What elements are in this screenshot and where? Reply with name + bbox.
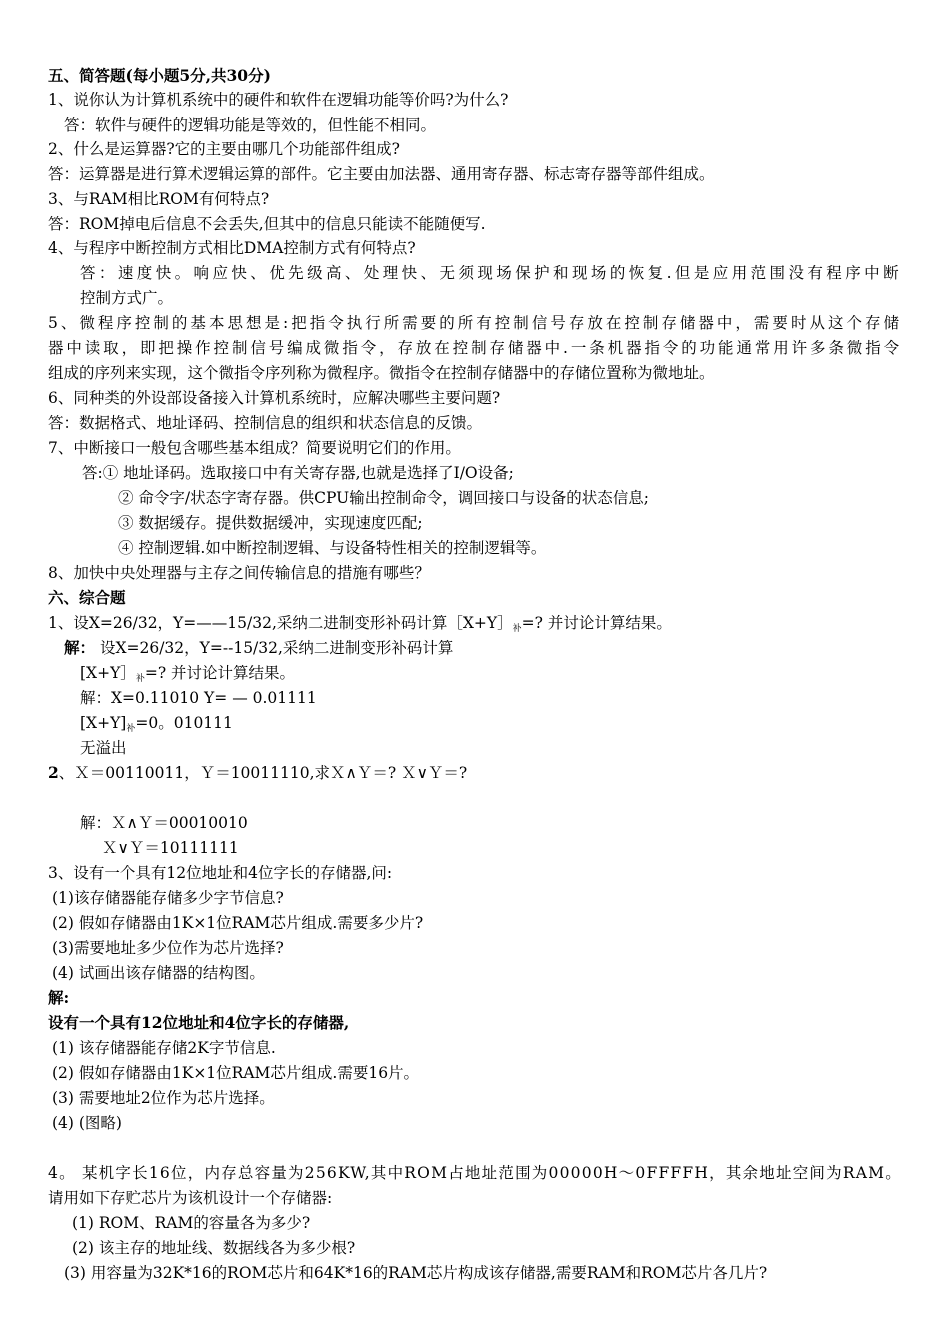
line-text: (2) 假如存储器由1K×1位RAM芯片组成.需要16片。: [52, 1064, 420, 1082]
line-a7-2: [118, 488, 649, 508]
line-s5-heading: [48, 66, 271, 86]
line-text: (4) (图略): [52, 1114, 122, 1132]
line-text: 器中读取，即把操作控制信号编成微指令，存放在控制存储器中.一条机器指令的功能通常用许多条微指令: [48, 339, 902, 357]
line-text: (4) 试画出该存储器的结构图。: [52, 964, 265, 982]
line-a3: [48, 214, 486, 234]
line-text: 无溢出: [80, 739, 127, 757]
line-text: 六、综合题: [48, 588, 126, 607]
line-text-after: =? 并讨论计算结果。: [521, 614, 672, 632]
bold-prefix: 2: [48, 763, 59, 782]
line-text: 4。 某机字长16位，内存总容量为256KW,其中ROM占地址范围为00000H～0FFFFH，其余地址空间为RAM。: [48, 1164, 902, 1182]
line-text: 3、与RAM相比ROM有何特点?: [48, 190, 270, 208]
line-c3-a3: [52, 1088, 275, 1108]
line-a7-1: [82, 463, 514, 483]
line-a2: [48, 164, 715, 184]
line-text: (2) 该主存的地址线、数据线各为多少根?: [72, 1239, 356, 1257]
line-c1-a4: [80, 713, 233, 739]
line-c4-q3: [64, 1263, 767, 1283]
line-c4-q-1: [48, 1163, 902, 1183]
line-text: 设有一个具有12位地址和4位字长的存储器,: [48, 1013, 350, 1032]
line-c3-q4: [52, 963, 265, 983]
line-text: 五、简答题(每小题5分,共30分): [48, 66, 271, 85]
line-s6-heading: [48, 588, 126, 608]
subscript: 补: [512, 624, 522, 634]
line-c2-a1: [80, 813, 248, 833]
line-c2-q: [48, 763, 467, 783]
line-q4: [48, 238, 416, 258]
line-text: Ｘ∨Ｙ＝10111111: [102, 839, 239, 857]
subscript: 补: [126, 724, 136, 734]
line-c2-a2: [102, 838, 239, 858]
line-text: [X+Y］: [80, 664, 136, 682]
line-c3-a2: [52, 1063, 419, 1083]
line-text: 控制方式广。: [80, 289, 174, 307]
line-c4-q-2: [48, 1188, 332, 1208]
line-q5-1: [48, 313, 902, 333]
line-text: 3、设有一个具有12位地址和4位字长的存储器,问:: [48, 864, 393, 882]
line-text: 5、微程序控制的基本思想是:把指令执行所需要的所有控制信号存放在控制存储器中，需要时从这个存储: [48, 314, 902, 332]
line-c1-a2: [80, 663, 295, 689]
line-q5-3: [48, 363, 715, 383]
subscript: 补: [135, 674, 145, 684]
line-text: 请用如下存贮芯片为该机设计一个存储器:: [48, 1189, 333, 1207]
line-text: 答：ROM掉电后信息不会丢失,但其中的信息只能读不能随便写.: [48, 215, 486, 233]
line-c1-a5: [80, 738, 127, 758]
line-text: 答:① 地址译码。选取接口中有关寄存器,也就是选择了I/O设备;: [82, 464, 514, 482]
line-text: (1) ROM、RAM的容量各为多少?: [72, 1214, 311, 1232]
line-a1: [64, 115, 436, 135]
line-c1-a3: [80, 688, 317, 708]
line-text: (2) 假如存储器由1K×1位RAM芯片组成.需要多少片?: [52, 914, 424, 932]
line-a7-3: [118, 513, 423, 533]
line-q1: [48, 90, 508, 110]
line-text: 答：数据格式、地址译码、控制信息的组织和状态信息的反馈。: [48, 414, 483, 432]
line-text: (1) 该存储器能存储2K字节信息.: [52, 1039, 276, 1057]
line-c3-a4: [52, 1113, 122, 1133]
line-c3-sol: [48, 988, 69, 1008]
line-q6: [48, 388, 500, 408]
line-text: ③ 数据缓存。提供数据缓冲，实现速度匹配;: [118, 514, 423, 532]
line-q8: [48, 563, 430, 583]
line-text: 解： 设X=26/32，Y=--15/32,采纳二进制变形补码计算: [64, 638, 454, 657]
line-text: 解：X=0.11010 Y= — 0.01111: [80, 689, 317, 707]
line-text: [X+Y]: [80, 714, 127, 732]
line-text: 组成的序列来实现，这个微指令序列称为微程序。微指令在控制存储器中的存储位置称为微地址。: [48, 364, 715, 382]
line-c3-q3: [52, 938, 284, 958]
line-text-after: =0。010111: [135, 714, 233, 732]
line-text: (3) 用容量为32K*16的ROM芯片和64K*16的RAM芯片构成该存储器,需要RAM和ROM芯片各几片?: [64, 1264, 768, 1282]
bold-prefix: 解：: [64, 638, 96, 657]
line-q2: [48, 139, 400, 159]
line-text: 6、同种类的外设部设备接入计算机系统时，应解决哪些主要问题?: [48, 389, 501, 407]
line-q5-2: [48, 338, 902, 358]
line-text: 4、与程序中断控制方式相比DMA控制方式有何特点?: [48, 239, 416, 257]
line-c4-q1: [72, 1213, 310, 1233]
line-text: (3) 需要地址2位作为芯片选择。: [52, 1089, 275, 1107]
line-text: 答：软件与硬件的逻辑功能是等效的，但性能不相同。: [64, 116, 437, 134]
line-text: 解:: [48, 988, 70, 1007]
line-c3-a1: [52, 1038, 276, 1058]
line-text: 7、中断接口一般包含哪些基本组成？简要说明它们的作用。: [48, 439, 461, 457]
line-c1-a1: [64, 638, 453, 658]
line-q3: [48, 189, 269, 209]
line-text: 2、Ｘ＝00110011，Ｙ＝10011110,求Ｘ∧Ｙ＝? Ｘ∨Ｙ＝?: [48, 763, 468, 782]
line-text: 解：Ｘ∧Ｙ＝00010010: [80, 814, 248, 832]
line-c3-sol-title: [48, 1013, 349, 1033]
line-c1-q: [48, 613, 672, 639]
line-text: (1)该存储器能存储多少字节信息?: [52, 889, 284, 907]
line-c4-q2: [72, 1238, 355, 1258]
line-c3-q: [48, 863, 392, 883]
line-a4-1: [80, 263, 902, 283]
line-text: 1、说你认为计算机系统中的硬件和软件在逻辑功能等价吗?为什么?: [48, 91, 509, 109]
line-text: ② 命令字/状态字寄存器。供CPU输出控制命令，调回接口与设备的状态信息;: [118, 489, 649, 507]
line-text: 8、加快中央处理器与主存之间传输信息的措施有哪些？: [48, 564, 430, 582]
line-a6: [48, 413, 482, 433]
line-c3-q1: [52, 888, 284, 908]
line-c3-q2: [52, 913, 423, 933]
line-a4-2: [80, 288, 173, 308]
line-text: 1、设X=26/32，Y=——15/32,采纳二进制变形补码计算［X+Y］: [48, 614, 513, 632]
line-text: (3)需要地址多少位作为芯片选择?: [52, 939, 284, 957]
line-text: 2、什么是运算器?它的主要由哪几个功能部件组成?: [48, 140, 400, 158]
line-q7: [48, 438, 461, 458]
line-text: ④ 控制逻辑.如中断控制逻辑、与设备特性相关的控制逻辑等。: [118, 539, 547, 557]
line-a7-4: [118, 538, 546, 558]
line-text-after: =? 并讨论计算结果。: [144, 664, 296, 682]
line-text: 答：运算器是进行算术逻辑运算的部件。它主要由加法器、通用寄存器、标志寄存器等部件组成。: [48, 165, 715, 183]
line-text: 答：速度快。响应快、优先级高、处理快、无须现场保护和现场的恢复.但是应用范围没有程序中断: [80, 264, 902, 282]
